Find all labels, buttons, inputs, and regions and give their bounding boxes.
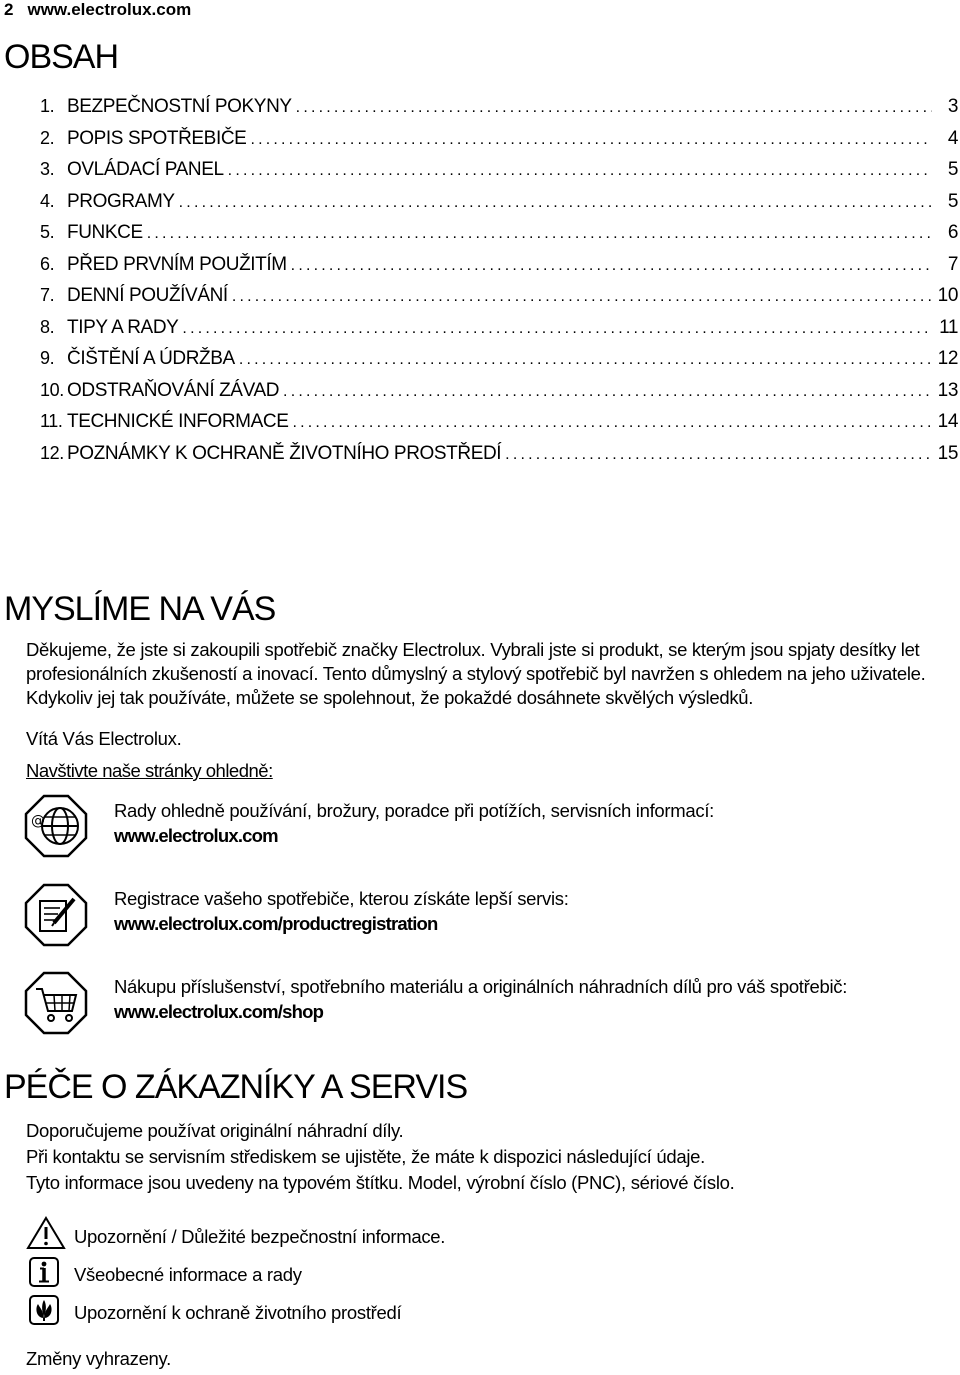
toc-leader-dots: [182, 320, 932, 338]
toc-item-title: DENNÍ POUŽÍVÁNÍ: [67, 285, 228, 306]
changes-note: Změny vyhrazeny.: [26, 1348, 171, 1369]
toc-item-page: 14: [937, 411, 958, 432]
svg-text:@: @: [31, 813, 45, 829]
toc-item[interactable]: [40, 159, 958, 191]
care-line: Tyto informace jsou uvedeny na typovém štítku. Model, výrobní číslo (PNC), sériové číslo.: [26, 1172, 735, 1193]
toc-title: OBSAH: [4, 38, 119, 76]
toc-item-page: 12: [937, 348, 958, 369]
toc-item[interactable]: [40, 285, 958, 317]
toc-item-number: 7.: [40, 285, 55, 305]
toc-item-page: 6: [947, 222, 958, 243]
toc-item[interactable]: [40, 317, 958, 349]
environment-icon: [26, 1294, 66, 1326]
toc-item-page: 10: [937, 285, 958, 306]
toc-item-number: 11.: [40, 411, 63, 431]
toc-item-page: 4: [947, 127, 958, 149]
toc-item-title: ČIŠTĚNÍ A ÚDRŽBA: [67, 348, 235, 369]
toc-leader-dots: [250, 131, 932, 149]
thank-you-text: Děkujeme, že jste si zakoupili spotřebič značky Electrolux. Vybrali jste si produkt, se kterým jsou spjaty desítky let profesionálních zkušeností a inovací. Tento důmyslný a stylový spotřebič byl navržen s ohledem na jeho uživatele. Kdykoliv jej tak používáte, můžete se spolehnout, že pokaždé dosáhnete skvělých výsledků.: [26, 639, 926, 708]
toc-item-number: 8.: [40, 316, 55, 337]
toc-item-title: TECHNICKÉ INFORMACE: [67, 411, 289, 432]
warning-icon: [26, 1216, 66, 1248]
toc-item[interactable]: [40, 254, 958, 286]
thinking-title: MYSLÍME NA VÁS: [4, 590, 276, 628]
toc-item-number: 3.: [40, 159, 55, 179]
toc-leader-dots: [239, 351, 932, 369]
info-icon: [26, 1256, 66, 1288]
service-link[interactable]: www.electrolux.com: [114, 825, 278, 846]
toc-item-number: 12.: [40, 442, 64, 463]
care-line: Při kontaktu se servisním střediskem se ujistěte, že máte k dispozici následující údaje.: [26, 1146, 705, 1167]
toc-item-number: 1.: [40, 96, 55, 116]
legend-info-text: Všeobecné informace a rady: [74, 1264, 302, 1285]
service-text: Registrace vašeho spotřebiče, kterou získáte lepší servis:: [114, 888, 569, 909]
toc-item-title: TIPY A RADY: [67, 316, 179, 338]
service-text: Nákupu příslušenství, spotřebního materiálu a originálních náhradních dílů pro váš spotřebič:: [114, 976, 848, 997]
page-number: 2: [4, 0, 14, 19]
toc-item[interactable]: [40, 222, 958, 254]
service-item: [114, 974, 847, 1024]
toc-item-page: 3: [947, 96, 958, 117]
globe-icon: [24, 794, 88, 858]
page-header: [4, 0, 191, 20]
toc-item[interactable]: [40, 411, 958, 443]
service-text: Rady ohledně používání, brožury, poradce při potížích, servisních informací:: [114, 800, 715, 821]
toc-leader-dots: [179, 194, 932, 212]
care-title: PÉČE O ZÁKAZNÍKY A SERVIS: [4, 1068, 468, 1106]
toc-leader-dots: [228, 162, 932, 180]
toc-item-number: 2.: [40, 127, 55, 148]
toc-item-page: 11: [939, 316, 958, 338]
toc-item-page: 5: [947, 159, 958, 180]
toc-item-title: PŘED PRVNÍM POUŽITÍM: [67, 253, 287, 275]
toc-leader-dots: [232, 288, 932, 306]
toc-leader-dots: [296, 99, 932, 117]
toc-item-title: ODSTRAŇOVÁNÍ ZÁVAD: [67, 379, 280, 401]
toc-item-page: 15: [937, 442, 958, 464]
service-item: [114, 798, 714, 848]
toc-leader-dots: [505, 446, 932, 464]
toc-item-title: BEZPEČNOSTNÍ POKYNY: [67, 96, 292, 117]
visit-heading: Navštivte naše stránky ohledně:: [26, 760, 273, 781]
toc-leader-dots: [292, 414, 932, 432]
legend-environment-text: Upozornění k ochraně životního prostředí: [74, 1302, 402, 1323]
toc-item-title: POZNÁMKY K OCHRANĚ ŽIVOTNÍHO PROSTŘEDÍ: [67, 442, 502, 464]
toc-leader-dots: [147, 225, 932, 243]
service-item: [114, 886, 569, 936]
toc-leader-dots: [283, 383, 932, 401]
site-url[interactable]: www.electrolux.com: [27, 0, 192, 19]
toc-item[interactable]: [40, 443, 958, 475]
shopping-cart-icon: [24, 971, 88, 1035]
toc-item-page: 5: [947, 190, 958, 212]
legend-warning-text: Upozornění / Důležité bezpečnostní informace.: [74, 1226, 446, 1247]
toc-item-title: POPIS SPOTŘEBIČE: [67, 127, 247, 149]
table-of-contents: [40, 96, 958, 474]
toc-item[interactable]: [40, 96, 958, 128]
toc-leader-dots: [291, 257, 932, 275]
toc-item-number: 6.: [40, 253, 55, 274]
toc-item-number: 9.: [40, 348, 55, 368]
service-link[interactable]: www.electrolux.com/productregistration: [114, 913, 438, 934]
toc-item[interactable]: [40, 380, 958, 412]
care-line: Doporučujeme používat originální náhradní díly.: [26, 1120, 404, 1141]
toc-item-number: 4.: [40, 190, 55, 211]
toc-item-page: 7: [947, 253, 958, 275]
toc-item-title: FUNKCE: [67, 222, 143, 243]
toc-item[interactable]: [40, 348, 958, 380]
toc-item[interactable]: [40, 191, 958, 223]
toc-item-page: 13: [937, 379, 958, 401]
toc-item-number: 10.: [40, 379, 64, 400]
registration-icon: [24, 883, 88, 947]
toc-item-number: 5.: [40, 222, 55, 242]
toc-item-title: PROGRAMY: [67, 190, 175, 212]
service-link[interactable]: www.electrolux.com/shop: [114, 1001, 324, 1022]
toc-item[interactable]: [40, 128, 958, 160]
welcome-text: Vítá Vás Electrolux.: [26, 728, 182, 749]
care-text: [26, 1118, 734, 1196]
toc-item-title: OVLÁDACÍ PANEL: [67, 159, 224, 180]
